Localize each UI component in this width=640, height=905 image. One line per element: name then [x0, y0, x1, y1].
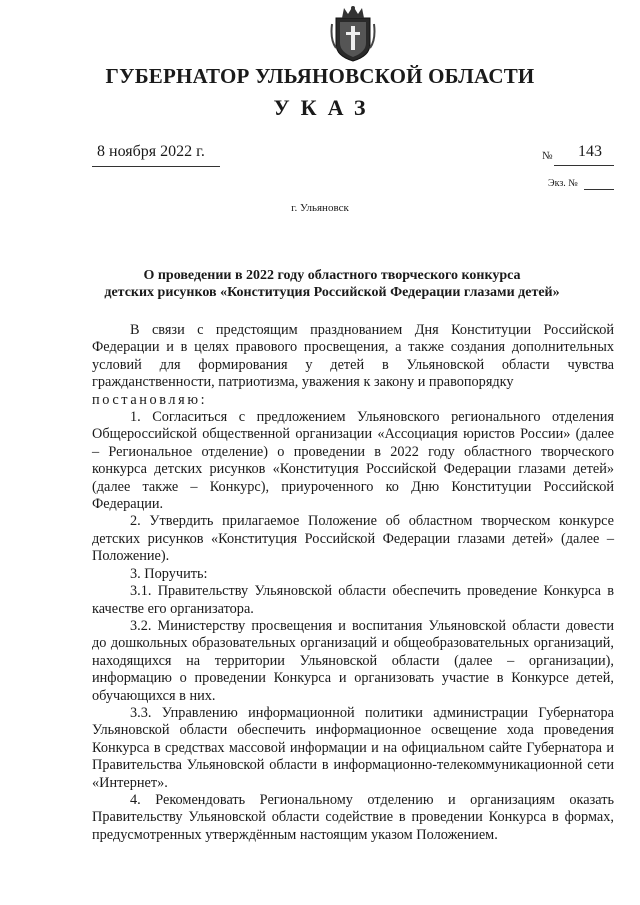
decree-body — [92, 322, 614, 844]
number-underline — [554, 165, 614, 166]
clause-1: 1. Согласиться с предложением Ульяновского регионального отделения Общероссийской общественной организации «Ассоциация юристов России» (далее – Региональное отделение) о проведении в 2022 году областного творческого конкурса детских рисунков «Конституция Российской Федерации глазами детей» (далее также – Конкурс), приуроченного ко Дню Конституции Российской Федерации. — [92, 409, 614, 513]
subject-line-1: О проведении в 2022 году областного творческого конкурса — [143, 268, 521, 283]
intro-paragraph: В связи с предстоящим празднованием Дня Конституции Российской Федерации и в целях правового просвещения, а также создания дополнительных условий для формирования у детей в Ульяновской области чувства гражданственности, патриотизма, уважения к закону и правопорядку — [92, 322, 614, 391]
clause-2: 2. Утвердить прилагаемое Положение об областном творческом конкурсе детских рисунков «Конституция Российской Федерации глазами детей» (далее – Положение). — [92, 513, 614, 565]
decree-date: 8 ноября 2022 г. — [97, 143, 205, 160]
subject-line-2: детских рисунков «Конституция Российской Федерации глазами детей» — [104, 285, 560, 300]
copy-number-label: Экз. № — [548, 178, 578, 189]
clause-3-1: 3.1. Правительству Ульяновской области обеспечить проведение Конкурса в качестве его организатора. — [92, 583, 614, 617]
clause-3-3: 3.3. Управлению информационной политики администрации Губернатора Ульяновской области обеспечить информационное освещение хода проведения Конкурса в средствах массовой информации и на официальном сайте Губернатора и Правительства Ульяновской области в информационно-телекоммуникационной сети «Интернет». — [92, 704, 614, 791]
decree-subject — [92, 267, 572, 301]
copy-number-underline — [584, 189, 614, 190]
date-underline — [92, 166, 220, 167]
clause-4: 4. Рекомендовать Региональному отделению и организациям оказать Правительству Ульяновской области содействие в проведении Конкурса в формах, предусмотренных утверждённым настоящим указом Положением. — [92, 791, 614, 843]
clause-3: 3. Поручить: — [130, 565, 208, 582]
number-label: № — [542, 150, 553, 162]
clause-3-2: 3.2. Министерству просвещения и воспитания Ульяновской области довести до дошкольных образовательных организаций и общеобразовательных организаций, находящихся на территории Ульяновской области (далее – организации), информацию о проведении Конкурса и организовать участие в Конкурсе детей, обучающихся в них. — [92, 617, 614, 704]
issuer-title: ГУБЕРНАТОР УЛЬЯНОВСКОЙ ОБЛАСТИ — [105, 64, 535, 88]
coat-of-arms-emblem — [330, 4, 376, 62]
document-type: УКАЗ — [273, 95, 377, 120]
decree-word: постановляю: — [92, 391, 208, 408]
decree-number: 143 — [578, 143, 602, 160]
place-of-issue: г. Ульяновск — [291, 202, 349, 214]
